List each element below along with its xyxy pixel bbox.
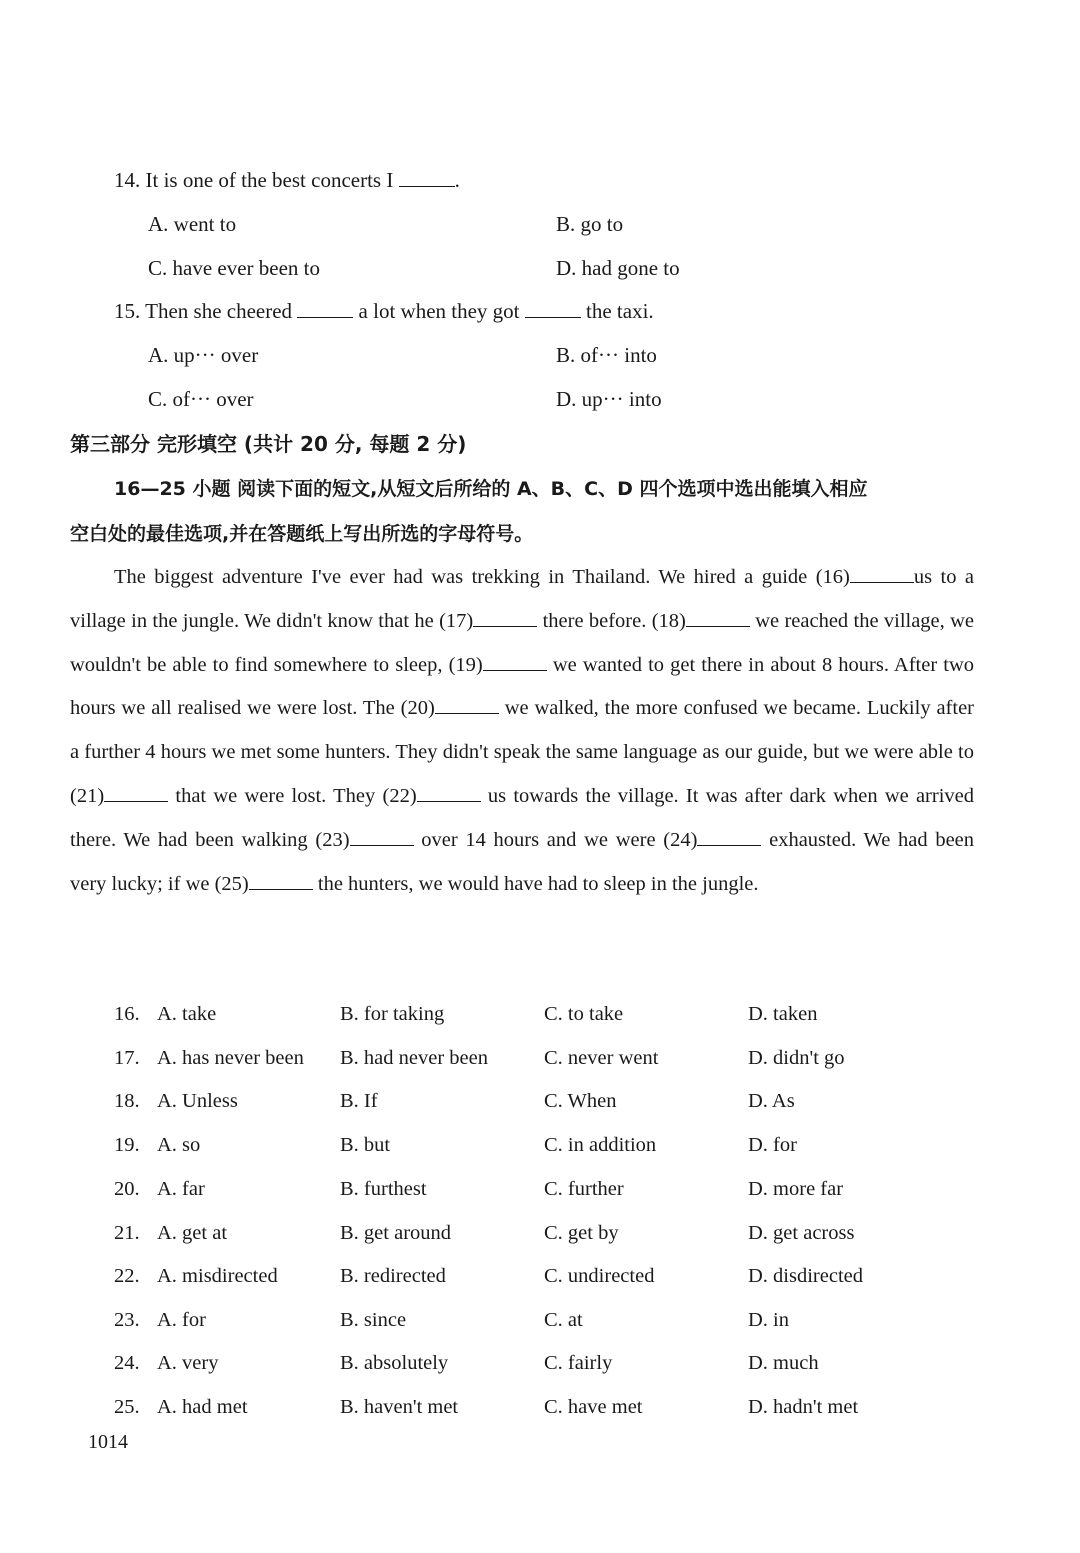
blank-number-22: (22) bbox=[382, 784, 417, 807]
answer-blank-16 bbox=[850, 564, 914, 583]
answer-blank-22 bbox=[417, 783, 481, 802]
answer-blank-23 bbox=[350, 827, 414, 846]
option-14a: A. went to bbox=[148, 212, 237, 236]
option-15d: D. up··· into bbox=[556, 387, 662, 411]
question-14 bbox=[114, 167, 460, 193]
choice-row-25: 25. A. had met B. haven't met C. have met D. hadn't met bbox=[114, 1396, 859, 1418]
answer-blank-20 bbox=[435, 695, 499, 714]
option-15a: A. up··· over bbox=[148, 343, 259, 367]
answer-blank-25 bbox=[249, 871, 313, 890]
option-14d: D. had gone to bbox=[556, 256, 680, 280]
section-instruction-line1: 16—25 小题 阅读下面的短文,从短文后所给的 A、B、C、D 四个选项中选出能填入相应 bbox=[114, 478, 868, 500]
answer-blank-18 bbox=[686, 608, 750, 627]
section-title: 第三部分 完形填空 (共计 20 分, 每题 2 分) bbox=[70, 432, 467, 456]
blank-number-25: (25) bbox=[214, 872, 249, 895]
question-stem-middle: a lot when they got bbox=[358, 299, 520, 323]
option-14c: C. have ever been to bbox=[148, 256, 321, 280]
choice-row-16: 16. A. take B. for taking C. to take D. taken bbox=[114, 1003, 818, 1025]
blank-number-21: (21) bbox=[70, 784, 105, 807]
question-15 bbox=[114, 298, 654, 324]
question-stem: Then she cheered bbox=[145, 299, 293, 323]
section-instruction-line2: 空白处的最佳选项,并在答题纸上写出所选的字母符号。 bbox=[70, 523, 534, 545]
answer-blank bbox=[399, 168, 455, 187]
blank-number-18: (18) bbox=[651, 609, 686, 632]
answer-blank-24 bbox=[697, 827, 761, 846]
choice-row-22: 22. A. misdirected B. redirected C. undirected D. disdirected bbox=[114, 1265, 863, 1287]
choice-row-20: 20. A. far B. furthest C. further D. more far bbox=[114, 1178, 844, 1200]
question-stem-end: . bbox=[454, 168, 460, 192]
cloze-passage bbox=[70, 556, 974, 906]
question-number: 15. bbox=[114, 299, 141, 323]
blank-number-17: (17) bbox=[439, 609, 474, 632]
passage-paragraph: The biggest adventure I've ever had was trekking in Thailand. We hired a guide (16) us to a village in the jungle. We didn't know that he (17) there before. (18) we reached the village, we wouldn't be able to find somewhere to sleep, (19) we wanted to get there in about 8 hours. After two hours we all realised we were lost. The (20) we walked, the more confused we became. Luckily after a further 4 hours we met some hunters. They didn't speak the same language as our guide, but we were able to (21) that we were lost. They (22) us towards the village. It was after dark when we arrived there. We had been walking (23) over 14 hours and we were (24) exhausted. We had been very lucky; if we (25) the hunters, we would have had to sleep in the jungle. bbox=[70, 566, 975, 895]
option-15b: B. of··· into bbox=[556, 343, 657, 367]
choice-row-17: 17. A. has never been B. had never been C. never went D. didn't go bbox=[114, 1047, 845, 1069]
answer-blank-17 bbox=[473, 608, 537, 627]
blank-number-23: (23) bbox=[315, 828, 350, 851]
option-15c: C. of··· over bbox=[148, 387, 254, 411]
answer-blank bbox=[525, 299, 581, 318]
question-stem: It is one of the best concerts I bbox=[145, 168, 394, 192]
answer-blank-21 bbox=[104, 783, 168, 802]
answer-blank bbox=[297, 299, 353, 318]
blank-number-24: (24) bbox=[663, 828, 698, 851]
choice-row-19: 19. A. so B. but C. in addition D. for bbox=[114, 1134, 797, 1156]
page-number: 1014 bbox=[88, 1431, 128, 1453]
blank-number-19: (19) bbox=[448, 653, 483, 676]
blank-number-20: (20) bbox=[400, 697, 435, 720]
question-stem-end: the taxi. bbox=[586, 299, 654, 323]
answer-blank-19 bbox=[483, 652, 547, 671]
blank-number-16: (16) bbox=[815, 566, 850, 588]
choice-row-23: 23. A. for B. since C. at D. in bbox=[114, 1309, 789, 1331]
choice-row-18: 18. A. Unless B. If C. When D. As bbox=[114, 1090, 795, 1112]
choice-row-24: 24. A. very B. absolutely C. fairly D. much bbox=[114, 1352, 819, 1374]
question-number: 14. bbox=[114, 168, 141, 192]
choice-row-21: 21. A. get at B. get around C. get by D. get across bbox=[114, 1222, 855, 1244]
option-14b: B. go to bbox=[556, 212, 624, 236]
